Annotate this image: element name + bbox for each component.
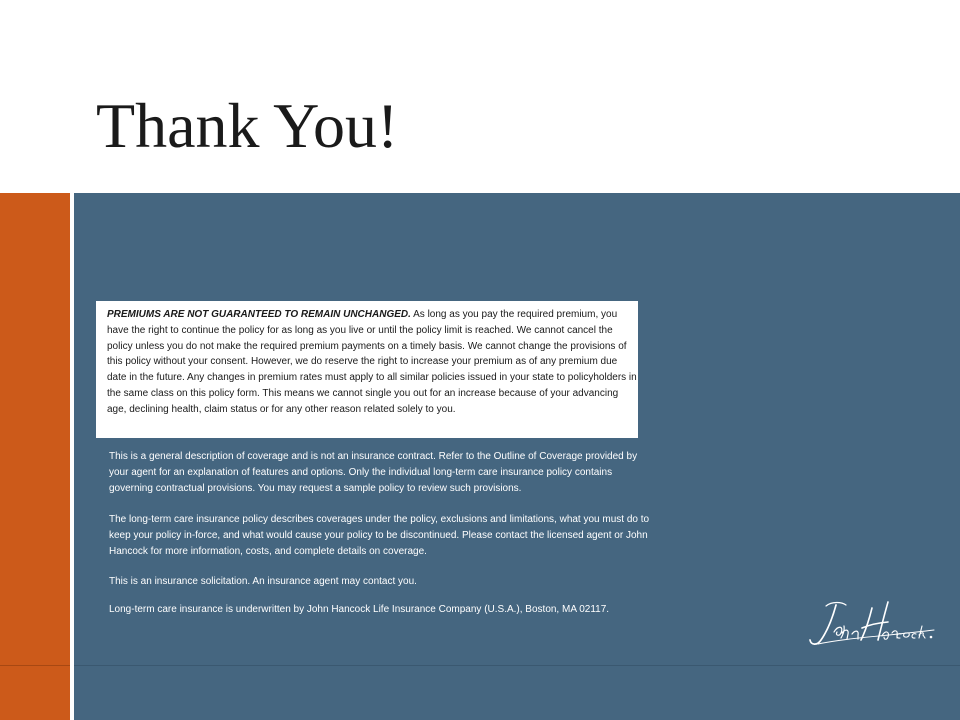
coverage-description-paragraph: This is a general description of coverage and is not an insurance contract. Refer to the Outline of Coverage provided by your agent for an explanation of features and options. Only the individual long-term care insurance policy contains governing contractual provisions. You may request a sample policy to review such provisions. [109,451,638,495]
logo-period [930,636,933,639]
john-hancock-logo [806,598,940,650]
footer-divider [74,665,960,666]
premium-disclaimer-text [107,307,639,418]
title-area [0,0,960,193]
logo-ancock-script [882,626,925,639]
logo-j-stroke [810,605,836,644]
premium-disclaimer-lead: PREMIUMS ARE NOT GUARANTEED TO REMAIN UNCHANGED. [107,309,411,320]
solicitation-paragraph: This is an insurance solicitation. An insurance agent may contact you. [109,576,417,588]
logo-h-stroke [861,602,888,640]
premium-disclaimer-box [96,301,638,438]
policy-coverage-paragraph: The long-term care insurance policy describes coverages under the policy, exclusions and limitations, what you must do to keep your policy in-force, and what would cause your policy to be discontinued. Please contact the licensed agent or John Hancock for more information, costs, and complete details on coverage. [109,513,650,558]
logo-underline-flourish [818,630,934,644]
premium-disclaimer-body: As long as you pay the required premium, you have the right to continue the policy for as long as you live or until the policy limit is reached. We cannot cancel the policy unless you do not make the required premium payments on a timely basis. We cannot change the provisions of this policy without your consent. However, we do reserve the right to increase your premium as of any premium due date in the future. Any changes in premium rates must apply to all similar policies issued in your state to policyholders in the same class on this policy form. This means we cannot single you out for an increase because of your advancing age, declining health, claim status or for any other reason related solely to you. [107,309,637,415]
slide-title: Thank You! [96,90,399,161]
logo-ohn-script [834,626,858,639]
orange-bar-divider [0,665,70,666]
underwriter-paragraph: Long-term care insurance is underwritten by John Hancock Life Insurance Company (U.S.A.), Boston, MA 02117. [109,604,610,616]
orange-accent-bar [0,193,70,720]
legal-text-block [109,449,654,633]
